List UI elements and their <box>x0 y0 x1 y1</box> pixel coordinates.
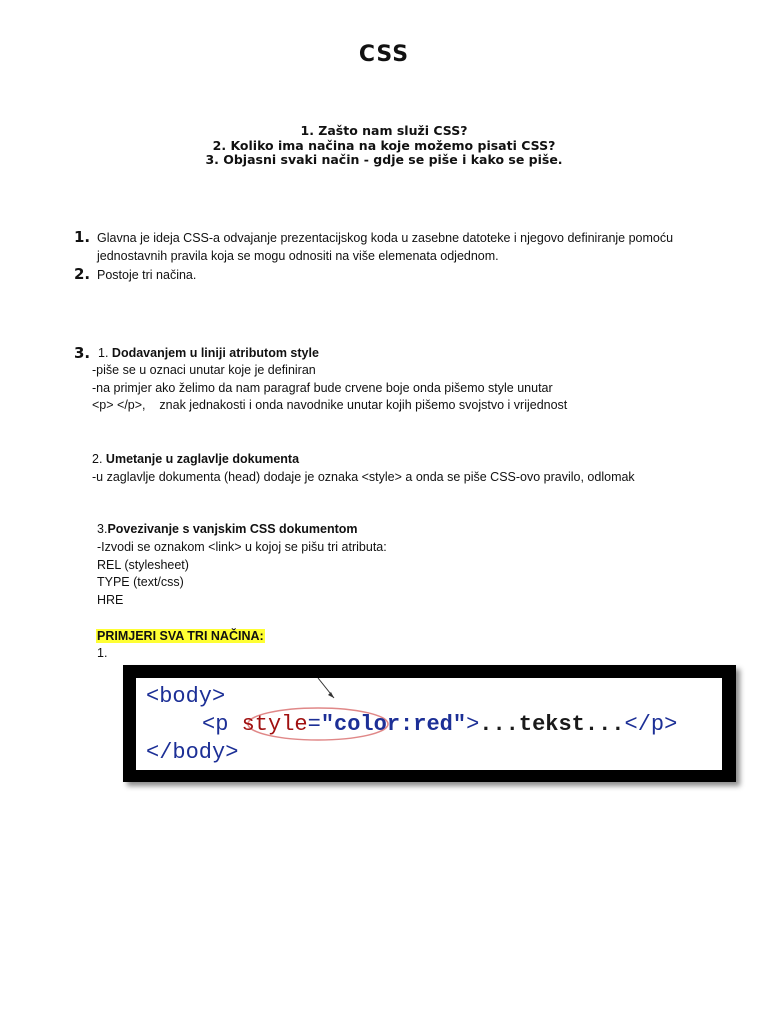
way-1-line-2: -na primjer ako želimo da nam paragraf bude crvene boje onda pišemo style unutar <box>92 380 553 395</box>
code-attr: style <box>241 712 308 737</box>
answer-1-line-2: jednostavnih pravila koja se mogu odnositi na više elemenata odjednom. <box>97 248 499 263</box>
way-1-prefix: 1. <box>98 346 109 360</box>
code-line-3: </body> <box>146 740 239 765</box>
code-close: > <box>466 712 480 737</box>
code-p-open: <p <box>202 712 242 737</box>
code-screenshot <box>123 665 736 782</box>
arrow-head-icon <box>328 692 334 698</box>
way-1-line-1: -piše se u oznaci unutar koje je definiran <box>92 363 316 377</box>
questions-block <box>0 124 768 168</box>
way-2-line-1: -u zaglavlje dokumenta (head) dodaje je oznaka <style> a onda se piše CSS-ovo pravilo, odlomak <box>92 470 635 484</box>
examples-heading-wrap <box>96 627 265 645</box>
way-3-line-4: HRE <box>97 592 124 607</box>
way-3-title: Povezivanje s vanjskim CSS dokumentom <box>107 522 358 536</box>
way-2-body <box>92 469 752 487</box>
code-line-1: <body> <box>146 684 226 709</box>
examples-heading: PRIMJERI SVA TRI NAČINA: <box>97 629 264 643</box>
answer-3-number: 3. <box>74 344 91 362</box>
way-2-heading <box>92 451 299 469</box>
way-1-heading <box>98 345 319 363</box>
way-2-title: Umetanje u zaglavlje dokumenta <box>105 452 300 466</box>
way-1-title: Dodavanjem u liniji atributom style <box>111 346 319 360</box>
way-1-line-3: <p> </p>, znak jednakosti i onda navodnike unutar kojih pišemo svojstvo i vrijednost <box>92 398 568 412</box>
way-3-line-3: TYPE (text/css) <box>97 575 184 589</box>
code-eq: = <box>307 712 321 737</box>
code-image <box>136 678 722 770</box>
page-title: CSS <box>358 42 410 67</box>
example-1-number: 1. <box>97 646 108 660</box>
answer-2-text: Postoje tri načina. <box>97 268 197 282</box>
way-1-body <box>92 362 742 415</box>
code-text: ...tekst... <box>479 712 625 737</box>
question-3: 3. Objasni svaki način - gdje se piše i kako se piše. <box>205 152 563 167</box>
question-1: 1. Zašto nam služi CSS? <box>300 123 468 138</box>
code-line-2 <box>202 712 677 737</box>
answer-2-number: 2. <box>74 265 91 283</box>
code-value: "color:red" <box>320 712 467 737</box>
way-3-line-1: -Izvodi se oznakom <link> u kojoj se pišu tri atributa: <box>97 540 387 554</box>
way-3-heading <box>97 521 358 539</box>
answer-1-text <box>97 230 737 265</box>
answer-1-number: 1. <box>74 228 91 246</box>
question-2: 2. Koliko ima načina na koje možemo pisati CSS? <box>212 137 556 153</box>
code-p-end: </p> <box>624 712 678 737</box>
answer-1-line-1: Glavna je ideja CSS-a odvajanje prezentacijskog koda u zasebne datoteke i njegovo definiranje pomoću <box>97 231 674 245</box>
way-3-body <box>97 539 697 609</box>
way-3-line-2: REL (stylesheet) <box>97 557 189 572</box>
way-3-prefix: 3. <box>97 522 108 536</box>
way-2-prefix: 2. <box>92 452 103 466</box>
